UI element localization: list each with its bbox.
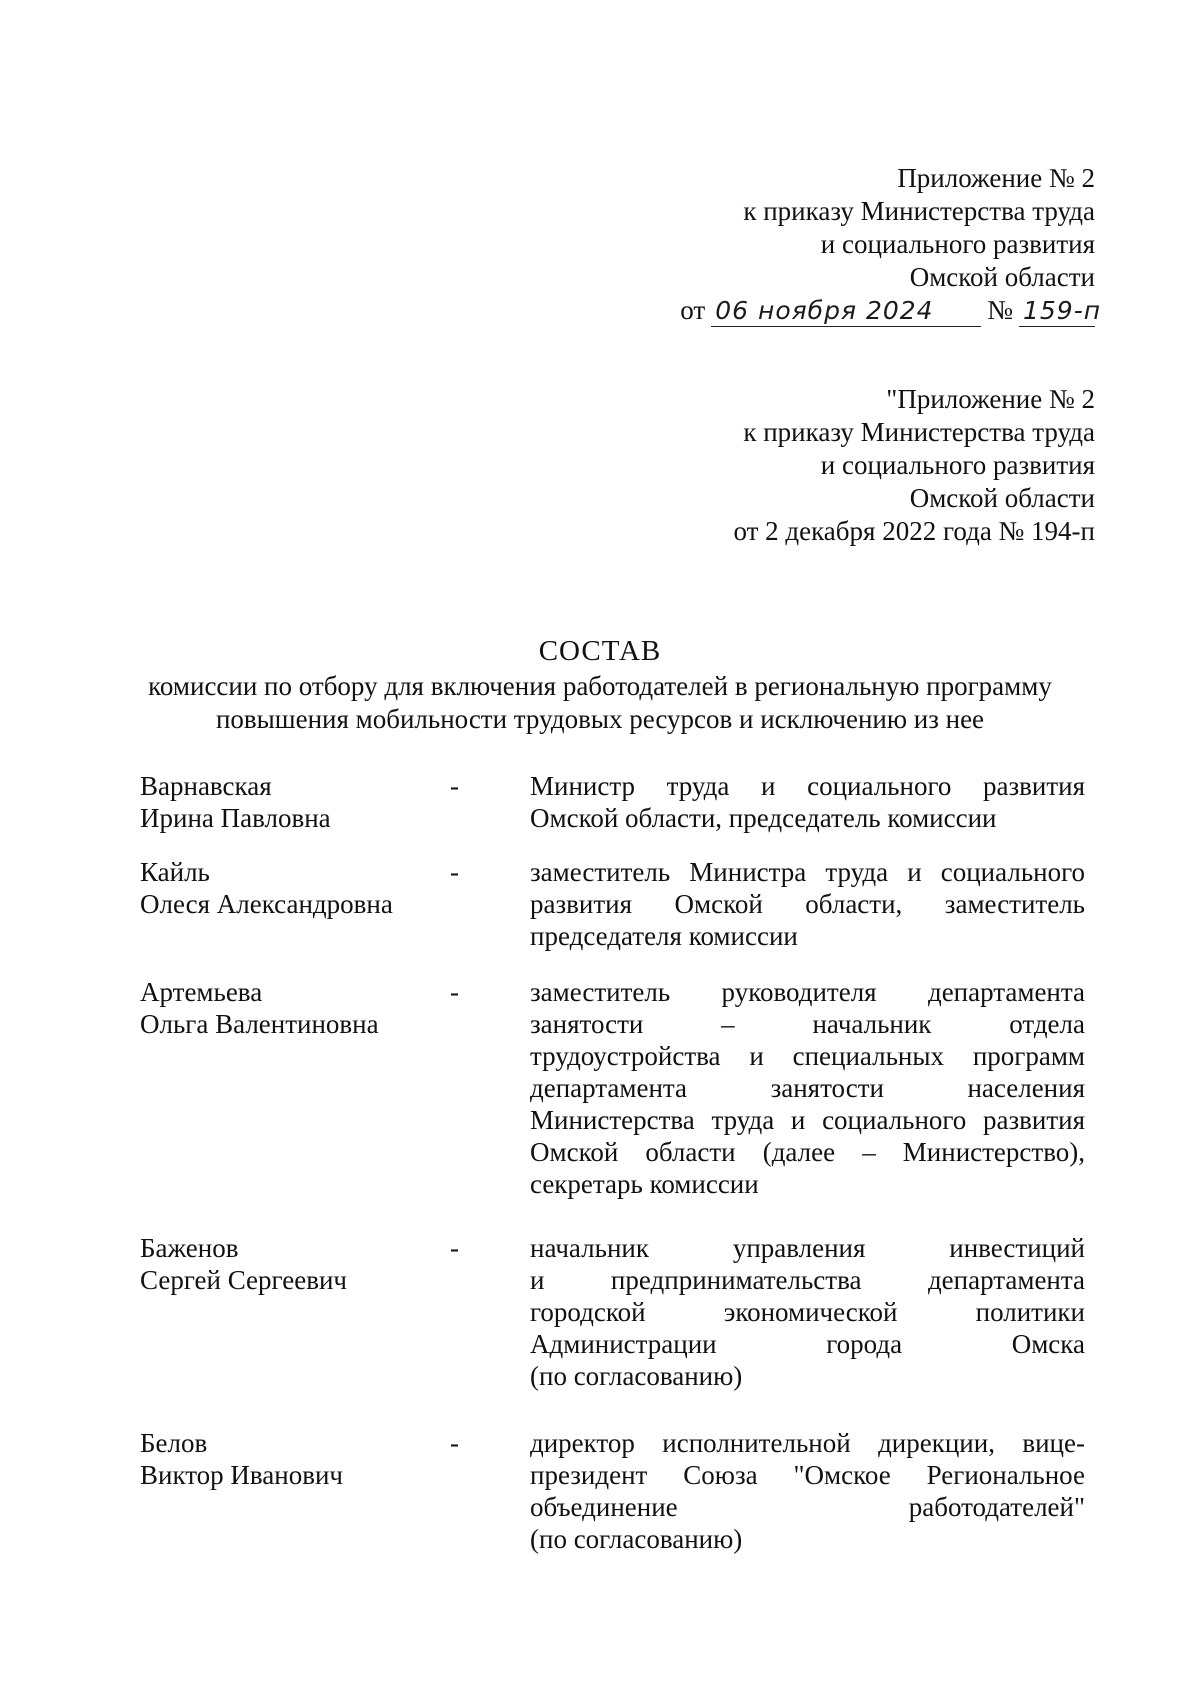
role-line: начальник управления инвестиций: [530, 1233, 1085, 1263]
appendix-order-ref: к приказу Министерства труда: [743, 196, 1095, 226]
member-surname: Белов: [140, 1428, 208, 1458]
appendix-ministry: и социального развития: [820, 450, 1095, 480]
appendix-title: Приложение № 2: [897, 163, 1095, 193]
commission-member: [140, 1427, 1090, 1555]
member-role: [530, 856, 1085, 952]
commission-member: [140, 770, 1090, 834]
member-surname: Баженов: [140, 1233, 239, 1263]
role-line: Министерства труда и социального развития: [530, 1105, 1085, 1135]
role-line: Министр труда и социального развития: [530, 771, 1085, 801]
role-line: городской экономической политики: [530, 1297, 1085, 1327]
role-line: Омской области (далее – Министерство),: [530, 1137, 1085, 1167]
member-name: [140, 976, 450, 1200]
member-name: [140, 1427, 450, 1555]
handwritten-order-date: 06 ноября 2024: [711, 296, 981, 327]
appendix-order-date: от 2 декабря 2022 года № 194-п: [733, 516, 1095, 546]
role-line: председателя комиссии: [530, 921, 798, 951]
member-role: [530, 1232, 1085, 1392]
subtitle-line: комиссии по отбору для включения работодателей в региональную программу: [148, 671, 1052, 701]
member-given-names: Олеся Александровна: [140, 889, 393, 919]
role-line: заместитель Министра труда и социального: [530, 857, 1085, 887]
number-prefix: №: [987, 295, 1013, 325]
member-given-names: Сергей Сергеевич: [140, 1265, 348, 1295]
commission-member: [140, 856, 1090, 952]
role-line: Омской области, председатель комиссии: [530, 803, 997, 833]
role-line: занятости – начальник отдела: [530, 1009, 1085, 1039]
role-line: секретарь комиссии: [530, 1169, 759, 1199]
role-line: и предпринимательства департамента: [530, 1265, 1085, 1295]
appendix-order-ref: к приказу Министерства труда: [743, 417, 1095, 447]
document-title: СОСТАВ: [538, 635, 662, 667]
appendix-title: "Приложение № 2: [886, 384, 1095, 414]
role-line: (по согласованию): [530, 1524, 743, 1554]
member-dash: -: [450, 771, 459, 801]
member-given-names: Виктор Иванович: [140, 1460, 344, 1490]
role-line: трудоустройства и специальных программ: [530, 1041, 1085, 1071]
member-surname: Кайль: [140, 857, 210, 887]
member-role: [530, 976, 1085, 1200]
member-surname: Артемьева: [140, 977, 263, 1007]
role-line: Администрации города Омска: [530, 1329, 1085, 1359]
role-line: развития Омской области, заместитель: [530, 889, 1085, 919]
date-prefix: от: [680, 295, 706, 325]
member-name: [140, 1232, 450, 1392]
role-line: объединение работодателей": [530, 1492, 1085, 1522]
subtitle-line: повышения мобильности трудовых ресурсов и исключению из нее: [215, 704, 985, 734]
member-given-names: Ирина Павловна: [140, 803, 331, 833]
handwritten-order-number: 159-п: [1019, 296, 1095, 327]
member-surname: Варнавская: [140, 771, 272, 801]
member-role: [530, 1427, 1085, 1555]
appendix-region: Омской области: [909, 483, 1095, 513]
role-line: (по согласованию): [530, 1361, 743, 1391]
member-name: [140, 770, 450, 834]
commission-member: [140, 1232, 1090, 1392]
role-line: директор исполнительной дирекции, вице-: [530, 1428, 1085, 1458]
member-dash: -: [450, 857, 459, 887]
order-date-number-line: [680, 294, 1102, 327]
appendix-previous-header: [733, 383, 1095, 548]
document-subtitle: [0, 670, 1200, 736]
member-given-names: Ольга Валентиновна: [140, 1009, 379, 1039]
role-line: президент Союза "Омское Региональное: [530, 1460, 1085, 1490]
member-dash: -: [450, 1233, 459, 1263]
appendix-current-header: [680, 162, 1102, 327]
member-role: [530, 770, 1085, 834]
commission-member: [140, 976, 1090, 1200]
role-line: департамента занятости населения: [530, 1073, 1085, 1103]
member-dash: -: [450, 977, 459, 1007]
member-name: [140, 856, 450, 952]
member-dash: -: [450, 1428, 459, 1458]
appendix-ministry: и социального развития: [820, 229, 1095, 259]
role-line: заместитель руководителя департамента: [530, 977, 1085, 1007]
appendix-region: Омской области: [909, 262, 1095, 292]
